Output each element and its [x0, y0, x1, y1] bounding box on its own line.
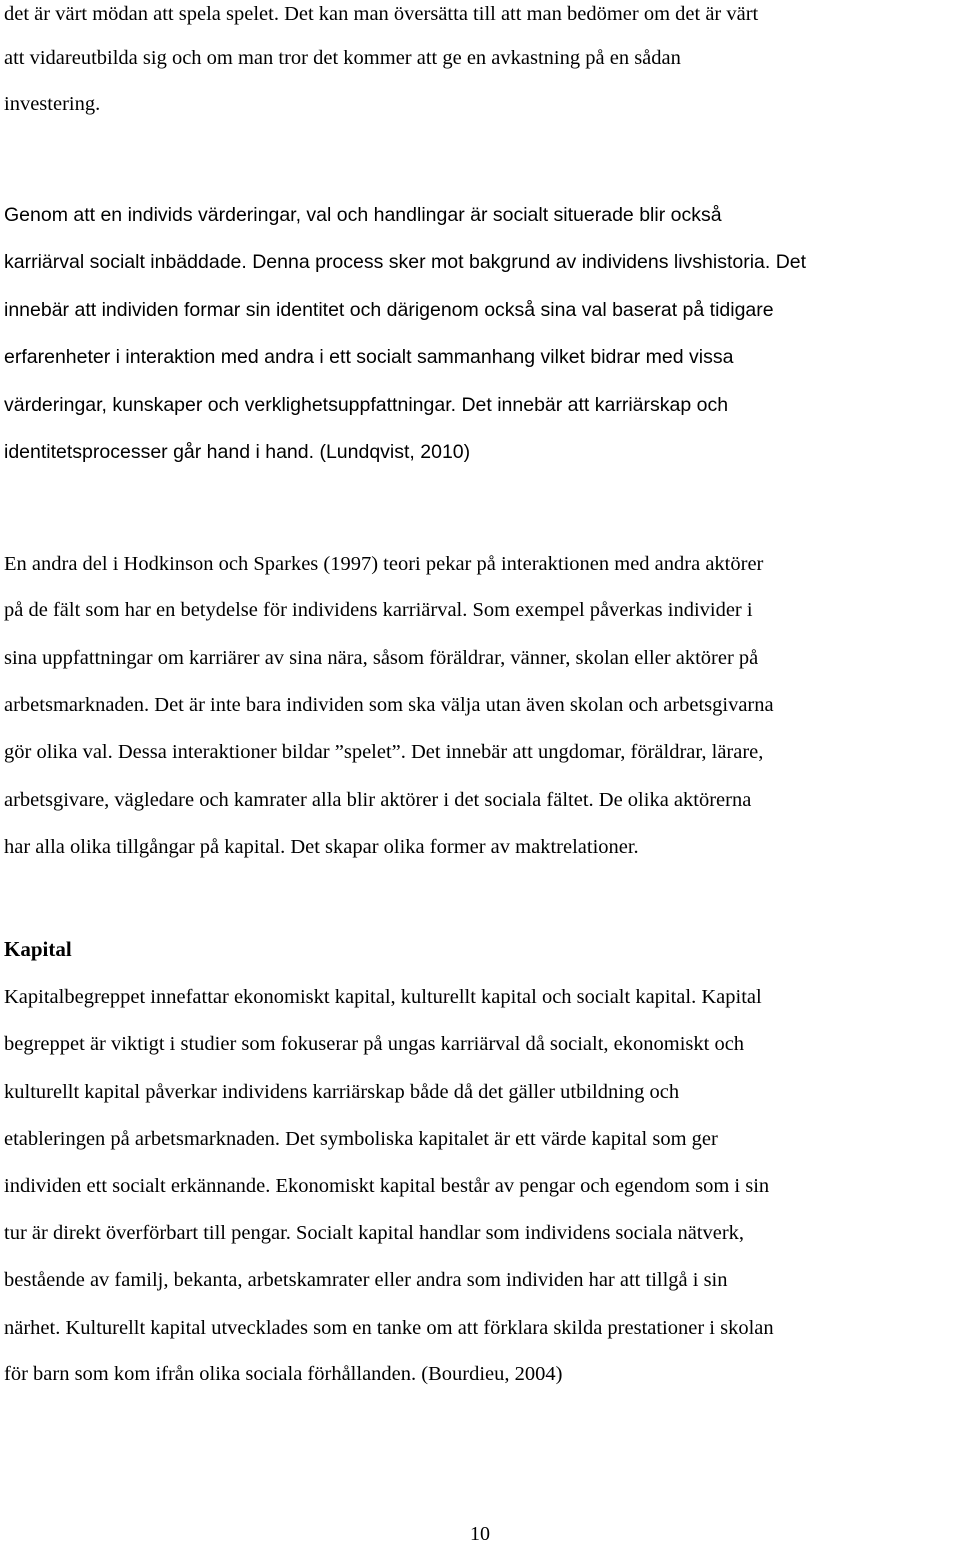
paragraph-2-line: erfarenheter i interaktion med andra i ett socialt sammanhang vilket bidrar med vissa — [4, 346, 734, 368]
paragraph-3-line: sina uppfattningar om karriärer av sina nära, såsom föräldrar, vänner, skolan eller aktörer på — [4, 647, 759, 669]
paragraph-3-line: En andra del i Hodkinson och Sparkes (1997) teori pekar på interaktionen med andra aktörer — [4, 553, 764, 575]
paragraph-3-line: arbetsgivare, vägledare och kamrater alla blir aktörer i det sociala fältet. De olika aktörerna — [4, 789, 752, 811]
paragraph-4-line: begreppet är viktigt i studier som fokuserar på ungas karriärval då socialt, ekonomiskt och — [4, 1033, 745, 1055]
paragraph-1-line: att vidareutbilda sig och om man tror det kommer att ge en avkastning på en sådan — [4, 47, 681, 69]
paragraph-1-line: det är värt mödan att spela spelet. Det kan man översätta till att man bedömer om det är värt — [4, 3, 759, 25]
paragraph-3-line: gör olika val. Dessa interaktioner bildar ”spelet”. Det innebär att ungdomar, föräldrar, lärare, — [4, 741, 764, 763]
paragraph-2-line: karriärval socialt inbäddade. Denna process sker mot bakgrund av individens livshistoria. Det — [4, 251, 807, 273]
paragraph-2-line: identitetsprocesser går hand i hand. (Lundqvist, 2010) — [4, 441, 471, 463]
paragraph-4-line: bestående av familj, bekanta, arbetskamrater eller andra som individen har att tillgå i sin — [4, 1269, 728, 1291]
paragraph-4-line: individen ett socialt erkännande. Ekonomiskt kapital består av pengar och egendom som i sin — [4, 1175, 770, 1197]
paragraph-3-line: har alla olika tillgångar på kapital. Det skapar olika former av maktrelationer. — [4, 836, 639, 858]
paragraph-4-line: för barn som kom ifrån olika sociala förhållanden. (Bourdieu, 2004) — [4, 1363, 563, 1385]
paragraph-4-line: kulturellt kapital påverkar individens karriärskap både då det gäller utbildning och — [4, 1081, 680, 1103]
section-heading: Kapital — [4, 937, 72, 961]
paragraph-4-line: närhet. Kulturellt kapital utvecklades som en tanke om att förklara skilda prestationer i skolan — [4, 1317, 774, 1339]
paragraph-4-line: etableringen på arbetsmarknaden. Det symboliska kapitalet är ett värde kapital som ger — [4, 1128, 718, 1150]
paragraph-4-line: Kapitalbegreppet innefattar ekonomiskt kapital, kulturellt kapital och socialt kapital. Kapital — [4, 986, 762, 1008]
page-number: 10 — [470, 1523, 490, 1545]
paragraph-3-line: arbetsmarknaden. Det är inte bara individen som ska välja utan även skolan och arbetsgivarna — [4, 694, 774, 716]
paragraph-2-line: Genom att en individs värderingar, val och handlingar är socialt situerade blir också — [4, 204, 722, 226]
paragraph-1-line: investering. — [4, 93, 101, 115]
paragraph-2-line: innebär att individen formar sin identitet och därigenom också sina val baserat på tidigare — [4, 299, 774, 321]
paragraph-4-line: tur är direkt överförbart till pengar. Socialt kapital handlar som individens sociala nätverk, — [4, 1222, 745, 1244]
paragraph-3-line: på de fält som har en betydelse för individens karriärval. Som exempel påverkas individer i — [4, 599, 753, 621]
paragraph-2-line: värderingar, kunskaper och verklighetsuppfattningar. Det innebär att karriärskap och — [4, 394, 729, 416]
